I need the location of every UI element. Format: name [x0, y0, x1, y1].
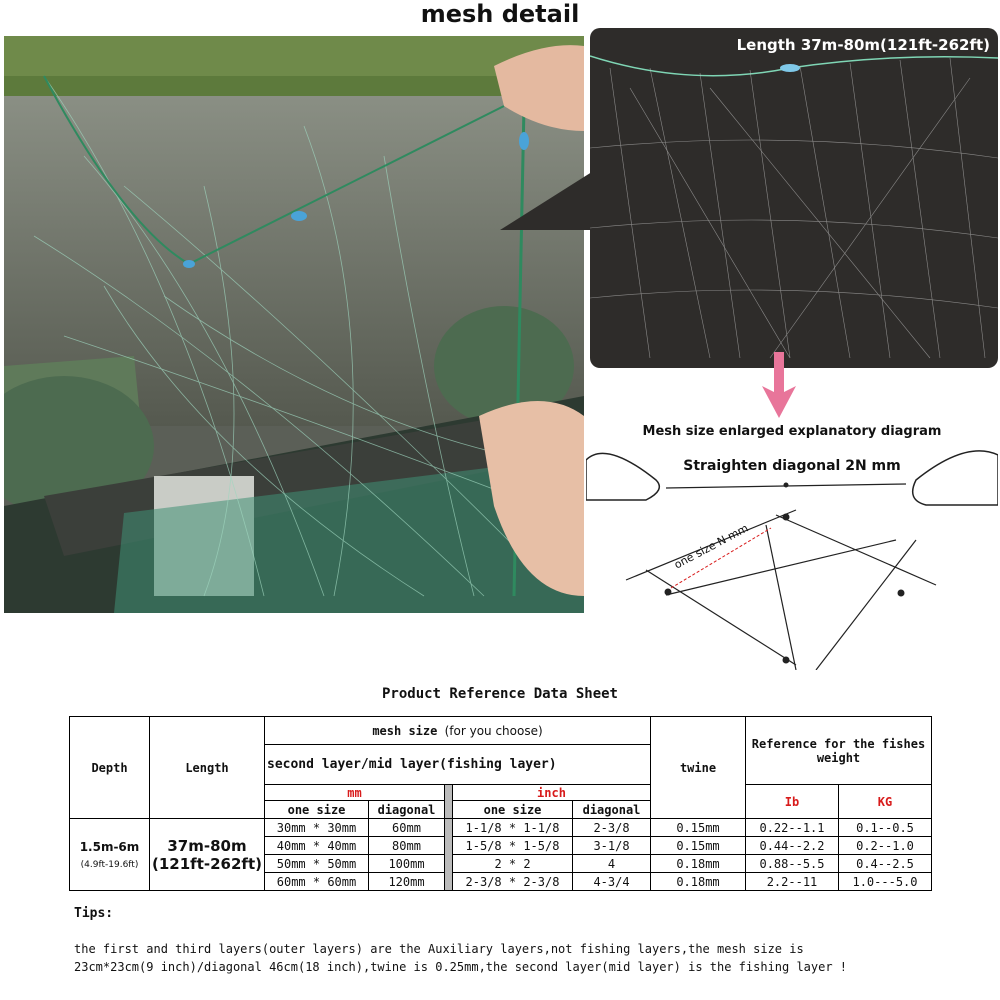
twine-header: twine	[651, 717, 746, 819]
lb-cell: 0.22--1.1	[746, 819, 839, 837]
inch-one-size-header: one size	[453, 801, 573, 819]
column-divider	[445, 819, 453, 891]
mm-one-size-header: one size	[265, 801, 369, 819]
callout-pointer	[500, 150, 600, 250]
reference-header: Reference for the fishes weight	[746, 717, 932, 785]
lb-cell: 2.2--11	[746, 873, 839, 891]
diagram-subtitle: Straighten diagonal 2N mm	[683, 458, 901, 474]
one-size-label: one size N mm	[672, 521, 751, 572]
inch-diagonal-cell: 2-3/8	[573, 819, 651, 837]
inch-size-cell: 1-1/8 * 1-1/8	[453, 819, 573, 837]
mm-diagonal-cell: 60mm	[369, 819, 445, 837]
inch-size-cell: 2-3/8 * 2-3/8	[453, 873, 573, 891]
tips-label: Tips:	[74, 906, 114, 921]
depth-header: Depth	[70, 717, 150, 819]
kg-cell: 0.4--2.5	[839, 855, 932, 873]
net-photo	[4, 36, 584, 613]
inch-diagonal-cell: 4	[573, 855, 651, 873]
table-row	[70, 819, 932, 837]
inch-size-cell: 2 * 2	[453, 855, 573, 873]
mm-size-cell: 50mm * 50mm	[265, 855, 369, 873]
mm-diagonal-header: diagonal	[369, 801, 445, 819]
mm-size-cell: 40mm * 40mm	[265, 837, 369, 855]
data-sheet-table	[69, 716, 932, 891]
lb-cell: 0.44--2.2	[746, 837, 839, 855]
kg-header: KG	[839, 785, 932, 819]
mm-size-cell: 60mm * 60mm	[265, 873, 369, 891]
inch-header: inch	[453, 785, 651, 801]
lb-header: Ib	[746, 785, 839, 819]
layer-header: second layer/mid layer(fishing layer)	[265, 745, 651, 785]
inch-diagonal-cell: 4-3/4	[573, 873, 651, 891]
sheet-title: Product Reference Data Sheet	[381, 686, 618, 702]
mm-size-cell: 30mm * 30mm	[265, 819, 369, 837]
mesh-size-header: mesh size (for you choose)	[265, 717, 651, 745]
lb-cell: 0.88--5.5	[746, 855, 839, 873]
column-divider	[445, 785, 453, 819]
kg-cell: 1.0---5.0	[839, 873, 932, 891]
mesh-closeup	[590, 28, 998, 368]
twine-cell: 0.18mm	[651, 873, 746, 891]
mm-header: mm	[265, 785, 445, 801]
twine-cell: 0.15mm	[651, 819, 746, 837]
inch-diagonal-header: diagonal	[573, 801, 651, 819]
inch-size-cell: 1-5/8 * 1-5/8	[453, 837, 573, 855]
twine-cell: 0.18mm	[651, 855, 746, 873]
twine-cell: 0.15mm	[651, 837, 746, 855]
mm-diagonal-cell: 120mm	[369, 873, 445, 891]
length-label: Length 37m-80m(121ft-262ft)	[736, 36, 990, 54]
kg-cell: 0.1--0.5	[839, 819, 932, 837]
diagram-title: Mesh size enlarged explanatory diagram	[642, 424, 942, 439]
mesh-diagram	[586, 410, 998, 670]
page-title: mesh detail	[420, 0, 580, 28]
tips-text: the first and third layers(outer layers) are the Auxiliary layers,not fishing layers,the mesh size is 23cm*23cm(9 inch)/diagonal 46cm(18 inch),twine is 0.25mm,the second layer(mid layer) is the fishing layer !	[74, 942, 848, 974]
mm-diagonal-cell: 100mm	[369, 855, 445, 873]
kg-cell: 0.2--1.0	[839, 837, 932, 855]
mm-diagonal-cell: 80mm	[369, 837, 445, 855]
inch-diagonal-cell: 3-1/8	[573, 837, 651, 855]
depth-cell: 1.5m-6m (4.9ft-19.6ft)	[70, 819, 150, 891]
length-header: Length	[150, 717, 265, 819]
length-cell: 37m-80m (121ft-262ft)	[150, 819, 265, 891]
